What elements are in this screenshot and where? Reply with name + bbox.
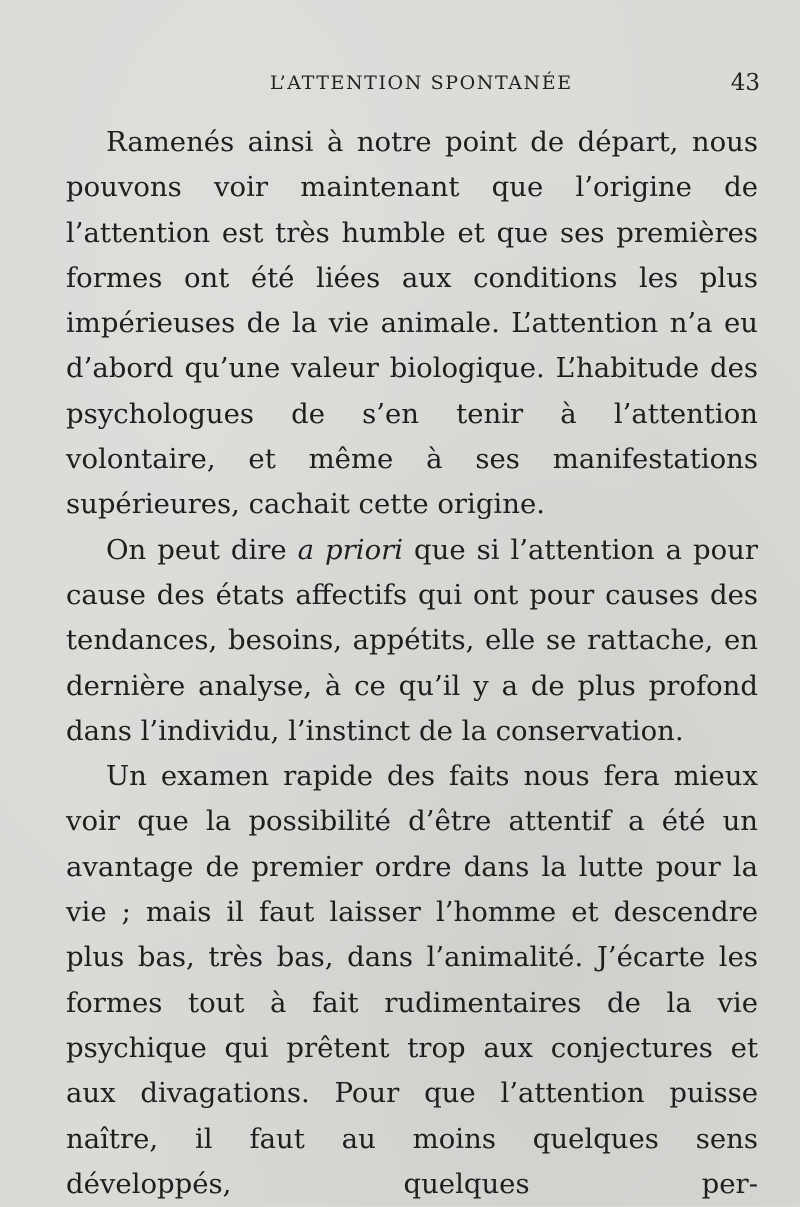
paragraph-2-italic: a priori — [297, 533, 404, 566]
paragraph-2 — [66, 528, 758, 754]
paragraph-2-after: que si l’attention a pour cause des états affectifs qui ont pour causes des tendances, besoins, appétits, elle se rattache, en dernière analyse, à ce qu’il y a de plus profond dans l’individu, l’instinct de la conservation. — [66, 533, 758, 747]
running-head — [0, 72, 800, 102]
paragraph-3: Un examen rapide des faits nous fera mieux voir que la possibilité d’être attentif a été un avantage de premier ordre dans la lutte pour la vie ; mais il faut laisser l’homme et descendre plus bas, très bas, dans l’animalité. J’écarte les formes tout à fait rudimentaires de la vie psychique qui prêtent trop aux conjectures et aux divagations. Pour que l’attention puisse naître, il faut au moins quelques sens développés, quelques per- — [66, 760, 758, 1200]
page-number: 43 — [730, 70, 760, 96]
running-title: L’ATTENTION SPONTANÉE — [270, 72, 573, 94]
body-text — [66, 120, 758, 1207]
paragraph-2-before: On peut dire — [106, 533, 298, 566]
paragraph-1: Ramenés ainsi à notre point de départ, nous pouvons voir maintenant que l’origine de l’attention est très humble et que ses premières formes ont été liées aux conditions les plus impérieuses de la vie animale. L’attention n’a eu d’abord qu’une valeur biologique. L’habitude des psychologues de s’en tenir à l’attention volontaire, et même à ses manifestations supérieures, cachait cette origine. — [66, 126, 758, 521]
